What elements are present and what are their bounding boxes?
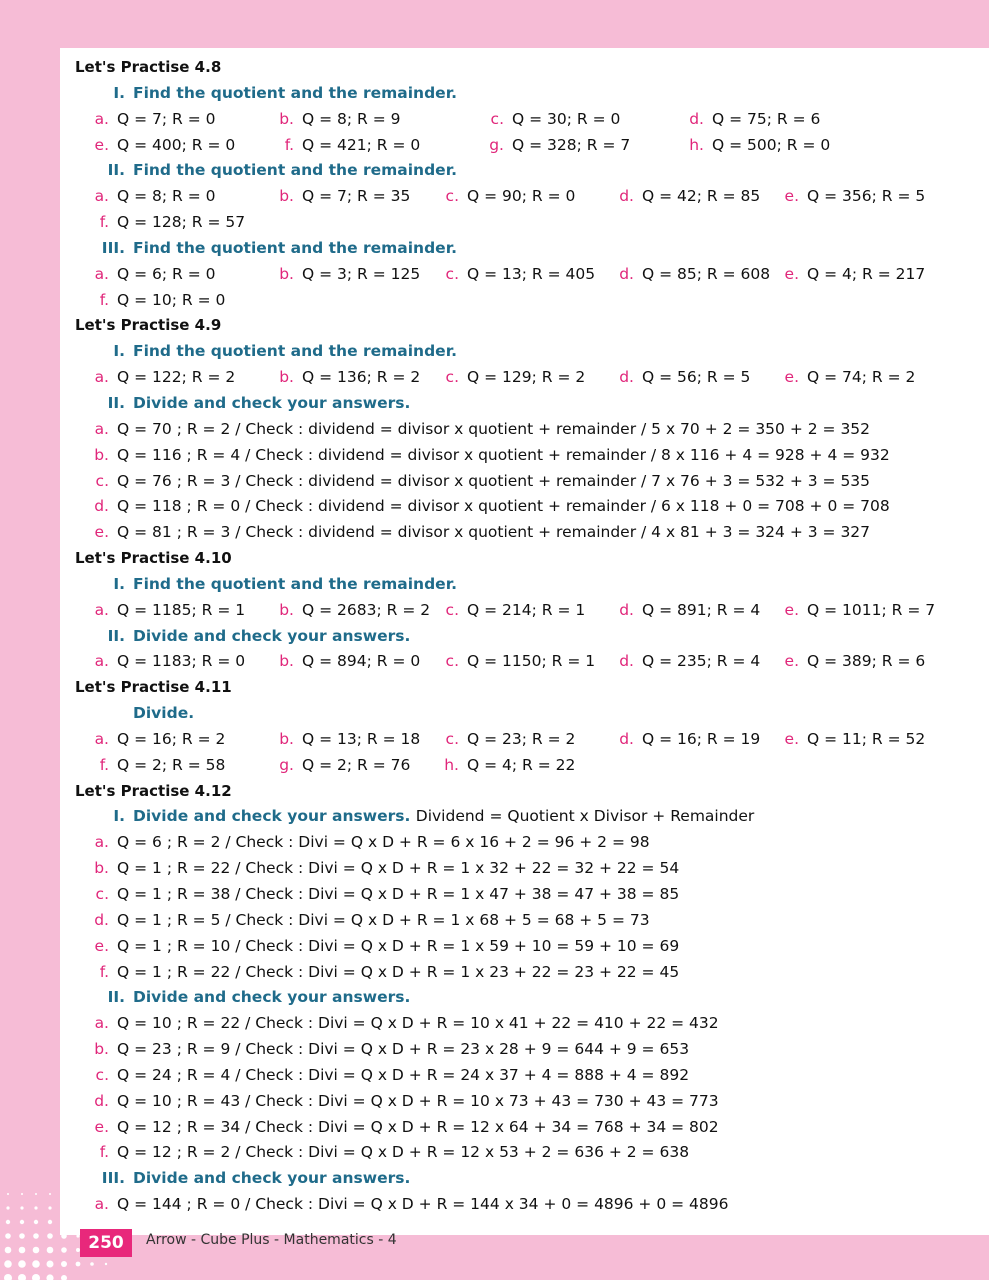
answer-row xyxy=(75,494,975,520)
item-answer: Q = 421; R = 0 xyxy=(302,135,421,154)
item-label: e. xyxy=(784,368,799,387)
exercise-heading xyxy=(75,158,975,184)
answer-row xyxy=(75,1063,975,1089)
item-answer: Q = 235; R = 4 xyxy=(642,652,761,671)
item-answer: Q = 389; R = 6 xyxy=(807,652,926,671)
item-label: d. xyxy=(689,109,704,128)
item-answer: Q = 1 ; R = 22 / Check : Divi = Q x D + R = 1 x 32 + 22 = 32 + 22 = 54 xyxy=(117,859,680,878)
exercise-instruction: Find the quotient and the remainder. xyxy=(133,238,458,257)
item-answer: Q = 122; R = 2 xyxy=(117,368,236,387)
exercise-number: II. xyxy=(107,988,125,1007)
answer-item xyxy=(606,598,760,624)
item-label: f. xyxy=(99,213,109,232)
answer-item xyxy=(606,184,760,210)
answer-item xyxy=(266,753,410,779)
exercise-note: Dividend = Quotient x Divisor + Remainder xyxy=(415,807,755,826)
item-label: h. xyxy=(444,755,459,774)
exercise-instruction: Divide and check your answers. xyxy=(133,988,411,1007)
item-label: d. xyxy=(94,497,109,516)
item-answer: Q = 6; R = 0 xyxy=(117,264,216,283)
item-label: c. xyxy=(445,652,459,671)
answer-item xyxy=(476,107,620,133)
answer-item xyxy=(81,417,870,443)
item-label: a. xyxy=(94,187,109,206)
item-answer: Q = 85; R = 608 xyxy=(642,264,771,283)
answer-row xyxy=(75,443,975,469)
item-label: e. xyxy=(94,936,109,955)
item-answer: Q = 1 ; R = 5 / Check : Divi = Q x D + R = 1 x 68 + 5 = 68 + 5 = 73 xyxy=(117,910,650,929)
item-label: a. xyxy=(94,652,109,671)
item-label: d. xyxy=(94,1091,109,1110)
answer-item xyxy=(266,107,401,133)
answer-item xyxy=(81,520,870,546)
exercise-number: I. xyxy=(113,342,125,361)
answer-item xyxy=(771,598,935,624)
item-answer: Q = 7; R = 35 xyxy=(302,187,411,206)
answer-item xyxy=(81,1192,729,1218)
item-answer: Q = 10; R = 0 xyxy=(117,290,226,309)
item-label: a. xyxy=(94,109,109,128)
item-answer: Q = 12 ; R = 2 / Check : Divi = Q x D + R = 12 x 53 + 2 = 636 + 2 = 638 xyxy=(117,1143,690,1162)
exercise-instruction: Divide and check your answers. xyxy=(133,807,411,826)
section-title: Let's Practise 4.10 xyxy=(75,549,232,568)
item-answer: Q = 90; R = 0 xyxy=(467,187,576,206)
item-answer: Q = 8; R = 0 xyxy=(117,187,216,206)
item-label: a. xyxy=(94,1195,109,1214)
item-label: h. xyxy=(689,135,704,154)
item-label: e. xyxy=(784,187,799,206)
item-label: d. xyxy=(619,187,634,206)
answer-item xyxy=(431,365,585,391)
item-label: c. xyxy=(95,1065,109,1084)
answer-item xyxy=(771,649,925,675)
answer-row xyxy=(75,908,975,934)
item-answer: Q = 128; R = 57 xyxy=(117,213,246,232)
item-answer: Q = 10 ; R = 22 / Check : Divi = Q x D + R = 10 x 41 + 22 = 410 + 22 = 432 xyxy=(117,1014,719,1033)
exercise-heading xyxy=(75,81,975,107)
item-answer: Q = 70 ; R = 2 / Check : dividend = divisor x quotient + remainder / 5 x 70 + 2 = 350 + 2 = 352 xyxy=(117,419,871,438)
item-answer: Q = 4; R = 217 xyxy=(807,264,926,283)
item-label: a. xyxy=(94,1014,109,1033)
page-number-badge: 250 xyxy=(80,1229,132,1257)
answer-item xyxy=(81,262,216,288)
item-label: c. xyxy=(445,600,459,619)
answer-item xyxy=(81,1011,719,1037)
item-answer: Q = 10 ; R = 43 / Check : Divi = Q x D + R = 10 x 73 + 43 = 730 + 43 = 773 xyxy=(117,1091,719,1110)
answer-row xyxy=(75,107,975,133)
answer-item xyxy=(431,184,575,210)
item-answer: Q = 76 ; R = 3 / Check : dividend = divisor x quotient + remainder / 7 x 76 + 3 = 532 + 3 = 535 xyxy=(117,471,871,490)
answer-item xyxy=(81,727,225,753)
answer-item xyxy=(431,753,575,779)
item-label: g. xyxy=(279,755,294,774)
answer-item xyxy=(676,107,820,133)
answer-row xyxy=(75,210,975,236)
answer-item xyxy=(81,598,245,624)
exercise-instruction: Divide and check your answers. xyxy=(133,393,411,412)
section-title: Let's Practise 4.9 xyxy=(75,316,222,335)
item-answer: Q = 2; R = 76 xyxy=(302,755,411,774)
answer-item xyxy=(81,1089,719,1115)
answer-row xyxy=(75,1140,975,1166)
exercise-heading xyxy=(75,701,975,727)
exercise-number: I. xyxy=(113,807,125,826)
item-answer: Q = 2; R = 58 xyxy=(117,755,226,774)
answer-item xyxy=(676,133,830,159)
item-label: e. xyxy=(784,264,799,283)
exercise-number: III. xyxy=(101,238,125,257)
item-answer: Q = 8; R = 9 xyxy=(302,109,401,128)
item-answer: Q = 1 ; R = 38 / Check : Divi = Q x D + R = 1 x 47 + 38 = 47 + 38 = 85 xyxy=(117,885,680,903)
answer-item xyxy=(431,727,575,753)
item-answer: Q = 56; R = 5 xyxy=(642,368,751,387)
answer-item xyxy=(606,365,750,391)
item-label: d. xyxy=(619,600,634,619)
answer-row xyxy=(75,1192,975,1218)
item-label: d. xyxy=(619,729,634,748)
exercise-heading xyxy=(75,572,975,598)
exercise-instruction: Find the quotient and the remainder. xyxy=(133,574,458,593)
item-label: g. xyxy=(489,135,504,154)
answer-row xyxy=(75,133,975,159)
answer-row xyxy=(75,830,975,856)
item-label: b. xyxy=(279,600,294,619)
item-label: e. xyxy=(784,600,799,619)
exercise-number: II. xyxy=(107,393,125,412)
answer-row xyxy=(75,649,975,675)
item-answer: Q = 13; R = 18 xyxy=(302,729,421,748)
answer-item xyxy=(81,1140,689,1166)
item-answer: Q = 118 ; R = 0 / Check : dividend = divisor x quotient + remainder / 6 x 118 + 0 = 708 + 0 = 708 xyxy=(117,497,890,516)
exercise-number: I. xyxy=(113,574,125,593)
item-answer: Q = 136; R = 2 xyxy=(302,368,421,387)
section-title: Let's Practise 4.8 xyxy=(75,58,222,76)
item-label: b. xyxy=(94,445,109,464)
answer-item xyxy=(771,727,925,753)
item-answer: Q = 1011; R = 7 xyxy=(807,600,936,619)
answer-row xyxy=(75,184,975,210)
answer-item xyxy=(81,856,679,882)
exercise-heading xyxy=(75,391,975,417)
item-answer: Q = 1185; R = 1 xyxy=(117,600,246,619)
answer-row xyxy=(75,727,975,753)
exercise-instruction: Divide. xyxy=(133,704,195,723)
item-answer: Q = 81 ; R = 3 / Check : dividend = divisor x quotient + remainder / 4 x 81 + 3 = 324 + 3 = 327 xyxy=(117,523,871,542)
item-answer: Q = 891; R = 4 xyxy=(642,600,761,619)
exercise-instruction: Find the quotient and the remainder. xyxy=(133,83,458,102)
item-label: f. xyxy=(99,1143,109,1162)
answer-item xyxy=(81,1115,719,1141)
item-label: b. xyxy=(279,368,294,387)
book-title: Arrow - Cube Plus - Mathematics - 4 xyxy=(146,1232,397,1248)
answer-row xyxy=(75,856,975,882)
exercise-heading xyxy=(75,236,975,262)
item-label: c. xyxy=(95,885,109,903)
answer-item xyxy=(431,649,595,675)
item-answer: Q = 894; R = 0 xyxy=(302,652,421,671)
answer-item xyxy=(81,882,679,908)
answer-item xyxy=(266,649,420,675)
exercise-heading xyxy=(75,339,975,365)
answer-item xyxy=(81,210,245,236)
item-answer: Q = 2683; R = 2 xyxy=(302,600,431,619)
answer-row xyxy=(75,1089,975,1115)
item-answer: Q = 1 ; R = 22 / Check : Divi = Q x D + R = 1 x 23 + 22 = 23 + 22 = 45 xyxy=(117,962,680,981)
exercise-instruction: Divide and check your answers. xyxy=(133,626,411,645)
item-answer: Q = 1150; R = 1 xyxy=(467,652,596,671)
answer-item xyxy=(431,598,585,624)
item-answer: Q = 12 ; R = 34 / Check : Divi = Q x D + R = 12 x 64 + 34 = 768 + 34 = 802 xyxy=(117,1117,719,1136)
item-label: e. xyxy=(784,652,799,671)
answer-item xyxy=(81,494,890,520)
exercise-number: II. xyxy=(107,161,125,180)
answer-item xyxy=(81,753,225,779)
exercise-instruction: Find the quotient and the remainder. xyxy=(133,161,458,180)
answer-item xyxy=(771,262,925,288)
item-answer: Q = 129; R = 2 xyxy=(467,368,586,387)
answer-item xyxy=(81,649,245,675)
item-answer: Q = 1 ; R = 10 / Check : Divi = Q x D + R = 1 x 59 + 10 = 59 + 10 = 69 xyxy=(117,936,680,955)
answer-item xyxy=(81,107,216,133)
item-label: f. xyxy=(284,135,294,154)
item-answer: Q = 24 ; R = 4 / Check : Divi = Q x D + R = 24 x 37 + 4 = 888 + 4 = 892 xyxy=(117,1065,690,1084)
item-answer: Q = 42; R = 85 xyxy=(642,187,761,206)
item-label: a. xyxy=(94,600,109,619)
item-answer: Q = 75; R = 6 xyxy=(712,109,821,128)
answer-item xyxy=(606,727,760,753)
exercise-instruction: Find the quotient and the remainder. xyxy=(133,342,458,361)
answer-key-content xyxy=(75,55,975,1218)
answer-item xyxy=(606,262,770,288)
answer-item xyxy=(81,365,235,391)
item-answer: Q = 74; R = 2 xyxy=(807,368,916,387)
section-title: Let's Practise 4.11 xyxy=(75,678,232,697)
item-label: a. xyxy=(94,833,109,852)
item-answer: Q = 11; R = 52 xyxy=(807,729,926,748)
answer-row xyxy=(75,598,975,624)
item-label: a. xyxy=(94,419,109,438)
item-answer: Q = 356; R = 5 xyxy=(807,187,926,206)
section-title: Let's Practise 4.12 xyxy=(75,781,232,800)
item-label: c. xyxy=(445,368,459,387)
item-answer: Q = 7; R = 0 xyxy=(117,109,216,128)
item-label: f. xyxy=(99,962,109,981)
answer-row xyxy=(75,1011,975,1037)
item-answer: Q = 400; R = 0 xyxy=(117,135,236,154)
item-label: d. xyxy=(94,910,109,929)
item-label: f. xyxy=(99,290,109,309)
item-answer: Q = 4; R = 22 xyxy=(467,755,576,774)
item-label: c. xyxy=(445,729,459,748)
answer-row xyxy=(75,288,975,314)
item-answer: Q = 116 ; R = 4 / Check : dividend = divisor x quotient + remainder / 8 x 116 + 4 = 928 + 4 = 932 xyxy=(117,445,890,464)
item-label: d. xyxy=(619,264,634,283)
answer-item xyxy=(266,365,420,391)
item-answer: Q = 16; R = 2 xyxy=(117,729,226,748)
answer-row xyxy=(75,1115,975,1141)
answer-item xyxy=(476,133,630,159)
answer-row xyxy=(75,934,975,960)
answer-item xyxy=(81,830,650,856)
answer-row xyxy=(75,417,975,443)
answer-item xyxy=(266,727,420,753)
item-answer: Q = 214; R = 1 xyxy=(467,600,586,619)
answer-row xyxy=(75,469,975,495)
exercise-number: I. xyxy=(113,83,125,102)
item-answer: Q = 30; R = 0 xyxy=(512,109,621,128)
answer-item xyxy=(771,184,925,210)
exercise-heading xyxy=(75,985,975,1011)
item-label: b. xyxy=(279,264,294,283)
answer-row xyxy=(75,960,975,986)
answer-item xyxy=(606,649,760,675)
answer-item xyxy=(81,934,679,960)
item-answer: Q = 23; R = 2 xyxy=(467,729,576,748)
exercise-heading xyxy=(75,804,975,830)
item-label: c. xyxy=(445,187,459,206)
item-answer: Q = 3; R = 125 xyxy=(302,264,421,283)
exercise-number: II. xyxy=(107,626,125,645)
answer-item xyxy=(81,1063,689,1089)
item-answer: Q = 6 ; R = 2 / Check : Divi = Q x D + R = 6 x 16 + 2 = 96 + 2 = 98 xyxy=(117,833,650,852)
answer-item xyxy=(771,365,915,391)
answer-row xyxy=(75,262,975,288)
item-answer: Q = 23 ; R = 9 / Check : Divi = Q x D + R = 23 x 28 + 9 = 644 + 9 = 653 xyxy=(117,1040,690,1059)
item-answer: Q = 16; R = 19 xyxy=(642,729,761,748)
answer-item xyxy=(266,262,420,288)
exercise-instruction: Divide and check your answers. xyxy=(133,1169,411,1188)
item-label: b. xyxy=(279,652,294,671)
item-answer: Q = 328; R = 7 xyxy=(512,135,631,154)
exercise-number: III. xyxy=(101,1169,125,1188)
item-label: b. xyxy=(279,729,294,748)
item-label: a. xyxy=(94,368,109,387)
item-label: a. xyxy=(94,729,109,748)
item-label: a. xyxy=(94,264,109,283)
item-answer: Q = 500; R = 0 xyxy=(712,135,831,154)
answer-item xyxy=(431,262,595,288)
answer-row xyxy=(75,753,975,779)
item-answer: Q = 1183; R = 0 xyxy=(117,652,246,671)
item-label: e. xyxy=(94,135,109,154)
answer-item xyxy=(81,133,235,159)
item-label: f. xyxy=(99,755,109,774)
answer-row xyxy=(75,520,975,546)
answer-item xyxy=(81,1037,689,1063)
item-label: e. xyxy=(94,1117,109,1136)
item-answer: Q = 144 ; R = 0 / Check : Divi = Q x D + R = 144 x 34 + 0 = 4896 + 0 = 4896 xyxy=(117,1195,729,1214)
answer-item xyxy=(81,443,890,469)
item-label: c. xyxy=(445,264,459,283)
item-label: e. xyxy=(94,523,109,542)
answer-item xyxy=(266,184,410,210)
item-label: b. xyxy=(279,187,294,206)
answer-item xyxy=(81,469,870,495)
item-label: c. xyxy=(490,109,504,128)
item-label: c. xyxy=(95,471,109,490)
answer-row xyxy=(75,1037,975,1063)
item-label: b. xyxy=(94,859,109,878)
item-answer: Q = 13; R = 405 xyxy=(467,264,596,283)
exercise-heading xyxy=(75,624,975,650)
answer-item xyxy=(81,184,216,210)
exercise-heading xyxy=(75,1166,975,1192)
answer-item xyxy=(81,288,225,314)
item-label: d. xyxy=(619,368,634,387)
answer-row xyxy=(75,365,975,391)
answer-item xyxy=(81,908,650,934)
answer-item xyxy=(266,598,430,624)
answer-row xyxy=(75,882,975,908)
item-label: b. xyxy=(279,109,294,128)
item-label: d. xyxy=(619,652,634,671)
item-label: e. xyxy=(784,729,799,748)
item-label: b. xyxy=(94,1040,109,1059)
answer-item xyxy=(266,133,420,159)
answer-item xyxy=(81,960,679,986)
